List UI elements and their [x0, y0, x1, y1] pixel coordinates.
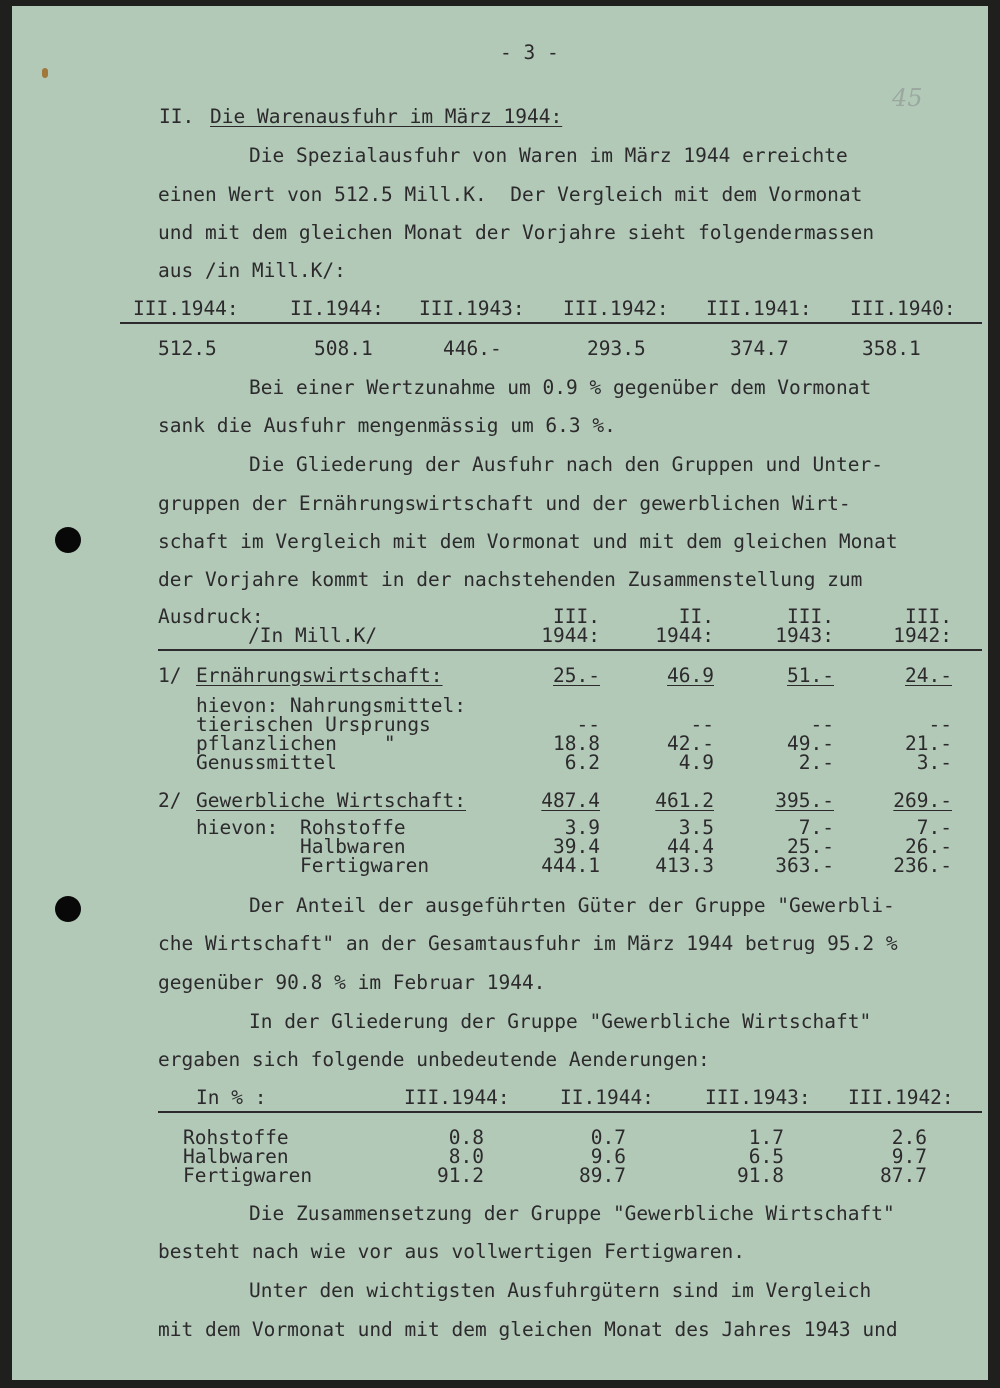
groups-header: 1943:	[775, 624, 834, 647]
paragraph-line: Die Zusammensetzung der Gruppe "Gewerbliche Wirtschaft"	[249, 1202, 895, 1225]
paragraph-line: In der Gliederung der Gruppe "Gewerbliche Wirtschaft"	[249, 1010, 872, 1033]
group-sub-label: hievon: Nahrungsmittel:	[196, 694, 467, 717]
row-value: 6.5	[748, 1145, 784, 1168]
groups-header: 1944:	[541, 624, 600, 647]
row-label: tierischen Ursprungs	[196, 713, 431, 736]
paragraph-line: Der Anteil der ausgeführten Güter der Gruppe "Gewerbli-	[249, 894, 895, 917]
totals-value: 358.1	[862, 337, 921, 360]
row-value: 49.-	[787, 732, 834, 755]
section-title: Die Warenausfuhr im März 1944:	[210, 105, 563, 128]
group-sub-label: hievon:	[196, 816, 279, 839]
groups-label: Ausdruck:	[158, 605, 264, 628]
paragraph-line: ergaben sich folgende unbedeutende Aenderungen:	[158, 1048, 710, 1071]
totals-header: III.1943:	[419, 297, 525, 320]
paragraph-line: Bei einer Wertzunahme um 0.9 % gegenüber dem Vormonat	[249, 376, 872, 399]
group-title: Ernährungswirtschaft:	[196, 664, 443, 687]
groups-header: II.	[678, 605, 714, 628]
group-total: 487.4	[541, 789, 600, 812]
totals-value: 293.5	[587, 337, 646, 360]
row-label: pflanzlichen "	[196, 732, 396, 755]
row-label: Fertigwaren	[183, 1164, 313, 1187]
totals-value: 374.7	[730, 337, 789, 360]
intro-line: Die Spezialausfuhr von Waren im März 1944 erreichte	[249, 144, 848, 167]
row-value: 7.-	[916, 816, 952, 839]
row-value: 413.3	[655, 854, 714, 877]
intro-line: aus /in Mill.K/:	[158, 259, 346, 282]
groups-header: III.	[553, 605, 600, 628]
group-number: 1/	[158, 664, 182, 687]
percent-label: In % :	[196, 1086, 267, 1109]
row-value: 87.7	[880, 1164, 927, 1187]
paragraph-line: Unter den wichtigsten Ausfuhrgütern sind im Vergleich	[249, 1279, 872, 1302]
paragraph-line: schaft im Vergleich mit dem Vormonat und mit dem gleichen Monat	[158, 530, 898, 553]
punch-hole-lower	[55, 896, 81, 922]
row-label: Halbwaren	[183, 1145, 289, 1168]
row-value: 44.4	[667, 835, 714, 858]
totals-header: II.1944:	[290, 297, 384, 320]
row-label: Rohstoffe	[300, 816, 406, 839]
row-value: 6.2	[564, 751, 600, 774]
row-value: 9.6	[590, 1145, 626, 1168]
percent-header: III.1944:	[404, 1086, 510, 1109]
rust-spot	[42, 68, 48, 78]
groups-header: 1942:	[893, 624, 952, 647]
group-total: 51.-	[787, 664, 834, 687]
row-value: 3.9	[564, 816, 600, 839]
row-value: 0.8	[448, 1126, 484, 1149]
pencil-note: 45	[892, 84, 923, 112]
groups-header: III.	[787, 605, 834, 628]
group-total: 461.2	[655, 789, 714, 812]
row-value: 3.-	[916, 751, 952, 774]
totals-header: III.1942:	[563, 297, 669, 320]
row-value: 9.7	[891, 1145, 927, 1168]
paragraph-line: Die Gliederung der Ausfuhr nach den Gruppen und Unter-	[249, 453, 883, 476]
percent-rule	[158, 1111, 982, 1113]
row-value: 42.-	[667, 732, 714, 755]
row-value: 1.7	[748, 1126, 784, 1149]
totals-value: 508.1	[314, 337, 373, 360]
row-value: 26.-	[905, 835, 952, 858]
paragraph-line: mit dem Vormonat und mit dem gleichen Monat des Jahres 1943 und	[158, 1318, 898, 1341]
page-number: - 3 -	[500, 41, 559, 64]
group-title: Gewerbliche Wirtschaft:	[196, 789, 467, 812]
row-value: 91.8	[737, 1164, 784, 1187]
paragraph-line: gegenüber 90.8 % im Februar 1944.	[158, 971, 546, 994]
row-value: 4.9	[678, 751, 714, 774]
row-value: 236.-	[893, 854, 952, 877]
totals-rule	[120, 322, 982, 324]
group-total: 46.9	[667, 664, 714, 687]
row-value: --	[810, 713, 834, 736]
paragraph-line: gruppen der Ernährungswirtschaft und der gewerblichen Wirt-	[158, 492, 851, 515]
row-value: 7.-	[798, 816, 834, 839]
groups-header: 1944:	[655, 624, 714, 647]
row-label: Genussmittel	[196, 751, 337, 774]
row-value: 2.6	[891, 1126, 927, 1149]
row-value: 363.-	[775, 854, 834, 877]
row-value: 444.1	[541, 854, 600, 877]
row-value: 2.-	[798, 751, 834, 774]
paragraph-line: der Vorjahre kommt in der nachstehenden Zusammenstellung zum	[158, 568, 863, 591]
group-total: 24.-	[905, 664, 952, 687]
percent-header: II.1944:	[560, 1086, 654, 1109]
row-label: Rohstoffe	[183, 1126, 289, 1149]
row-value: 21.-	[905, 732, 952, 755]
row-value: 18.8	[553, 732, 600, 755]
totals-header: III.1940:	[850, 297, 956, 320]
row-value: --	[576, 713, 600, 736]
percent-header: III.1942:	[848, 1086, 954, 1109]
totals-value: 512.5	[158, 337, 217, 360]
totals-header: III.1944:	[133, 297, 239, 320]
group-number: 2/	[158, 789, 182, 812]
paragraph-line: che Wirtschaft" an der Gesamtausfuhr im März 1944 betrug 95.2 %	[158, 932, 898, 955]
group-total: 269.-	[893, 789, 952, 812]
row-value: 91.2	[437, 1164, 484, 1187]
row-label: Fertigwaren	[300, 854, 430, 877]
groups-header: III.	[905, 605, 952, 628]
section-number: II.	[159, 105, 195, 128]
row-value: 0.7	[590, 1126, 626, 1149]
punch-hole-upper	[55, 527, 81, 553]
row-value: 8.0	[448, 1145, 484, 1168]
row-value: --	[928, 713, 952, 736]
paragraph-line: sank die Ausfuhr mengenmässig um 6.3 %.	[158, 414, 616, 437]
paragraph-line: besteht nach wie vor aus vollwertigen Fertigwaren.	[158, 1240, 745, 1263]
group-total: 25.-	[553, 664, 600, 687]
row-value: 3.5	[678, 816, 714, 839]
percent-header: III.1943:	[705, 1086, 811, 1109]
row-value: 25.-	[787, 835, 834, 858]
row-value: 39.4	[553, 835, 600, 858]
intro-line: einen Wert von 512.5 Mill.K. Der Vergleich mit dem Vormonat	[158, 183, 863, 206]
row-value: --	[690, 713, 714, 736]
row-label: Halbwaren	[300, 835, 406, 858]
group-total: 395.-	[775, 789, 834, 812]
groups-unit: /In Mill.K/	[248, 624, 378, 647]
intro-line: und mit dem gleichen Monat der Vorjahre sieht folgendermassen	[158, 221, 875, 244]
totals-header: III.1941:	[706, 297, 812, 320]
row-value: 89.7	[579, 1164, 626, 1187]
groups-header-rule	[158, 649, 982, 651]
document-page	[12, 6, 988, 1380]
totals-value: 446.-	[443, 337, 502, 360]
